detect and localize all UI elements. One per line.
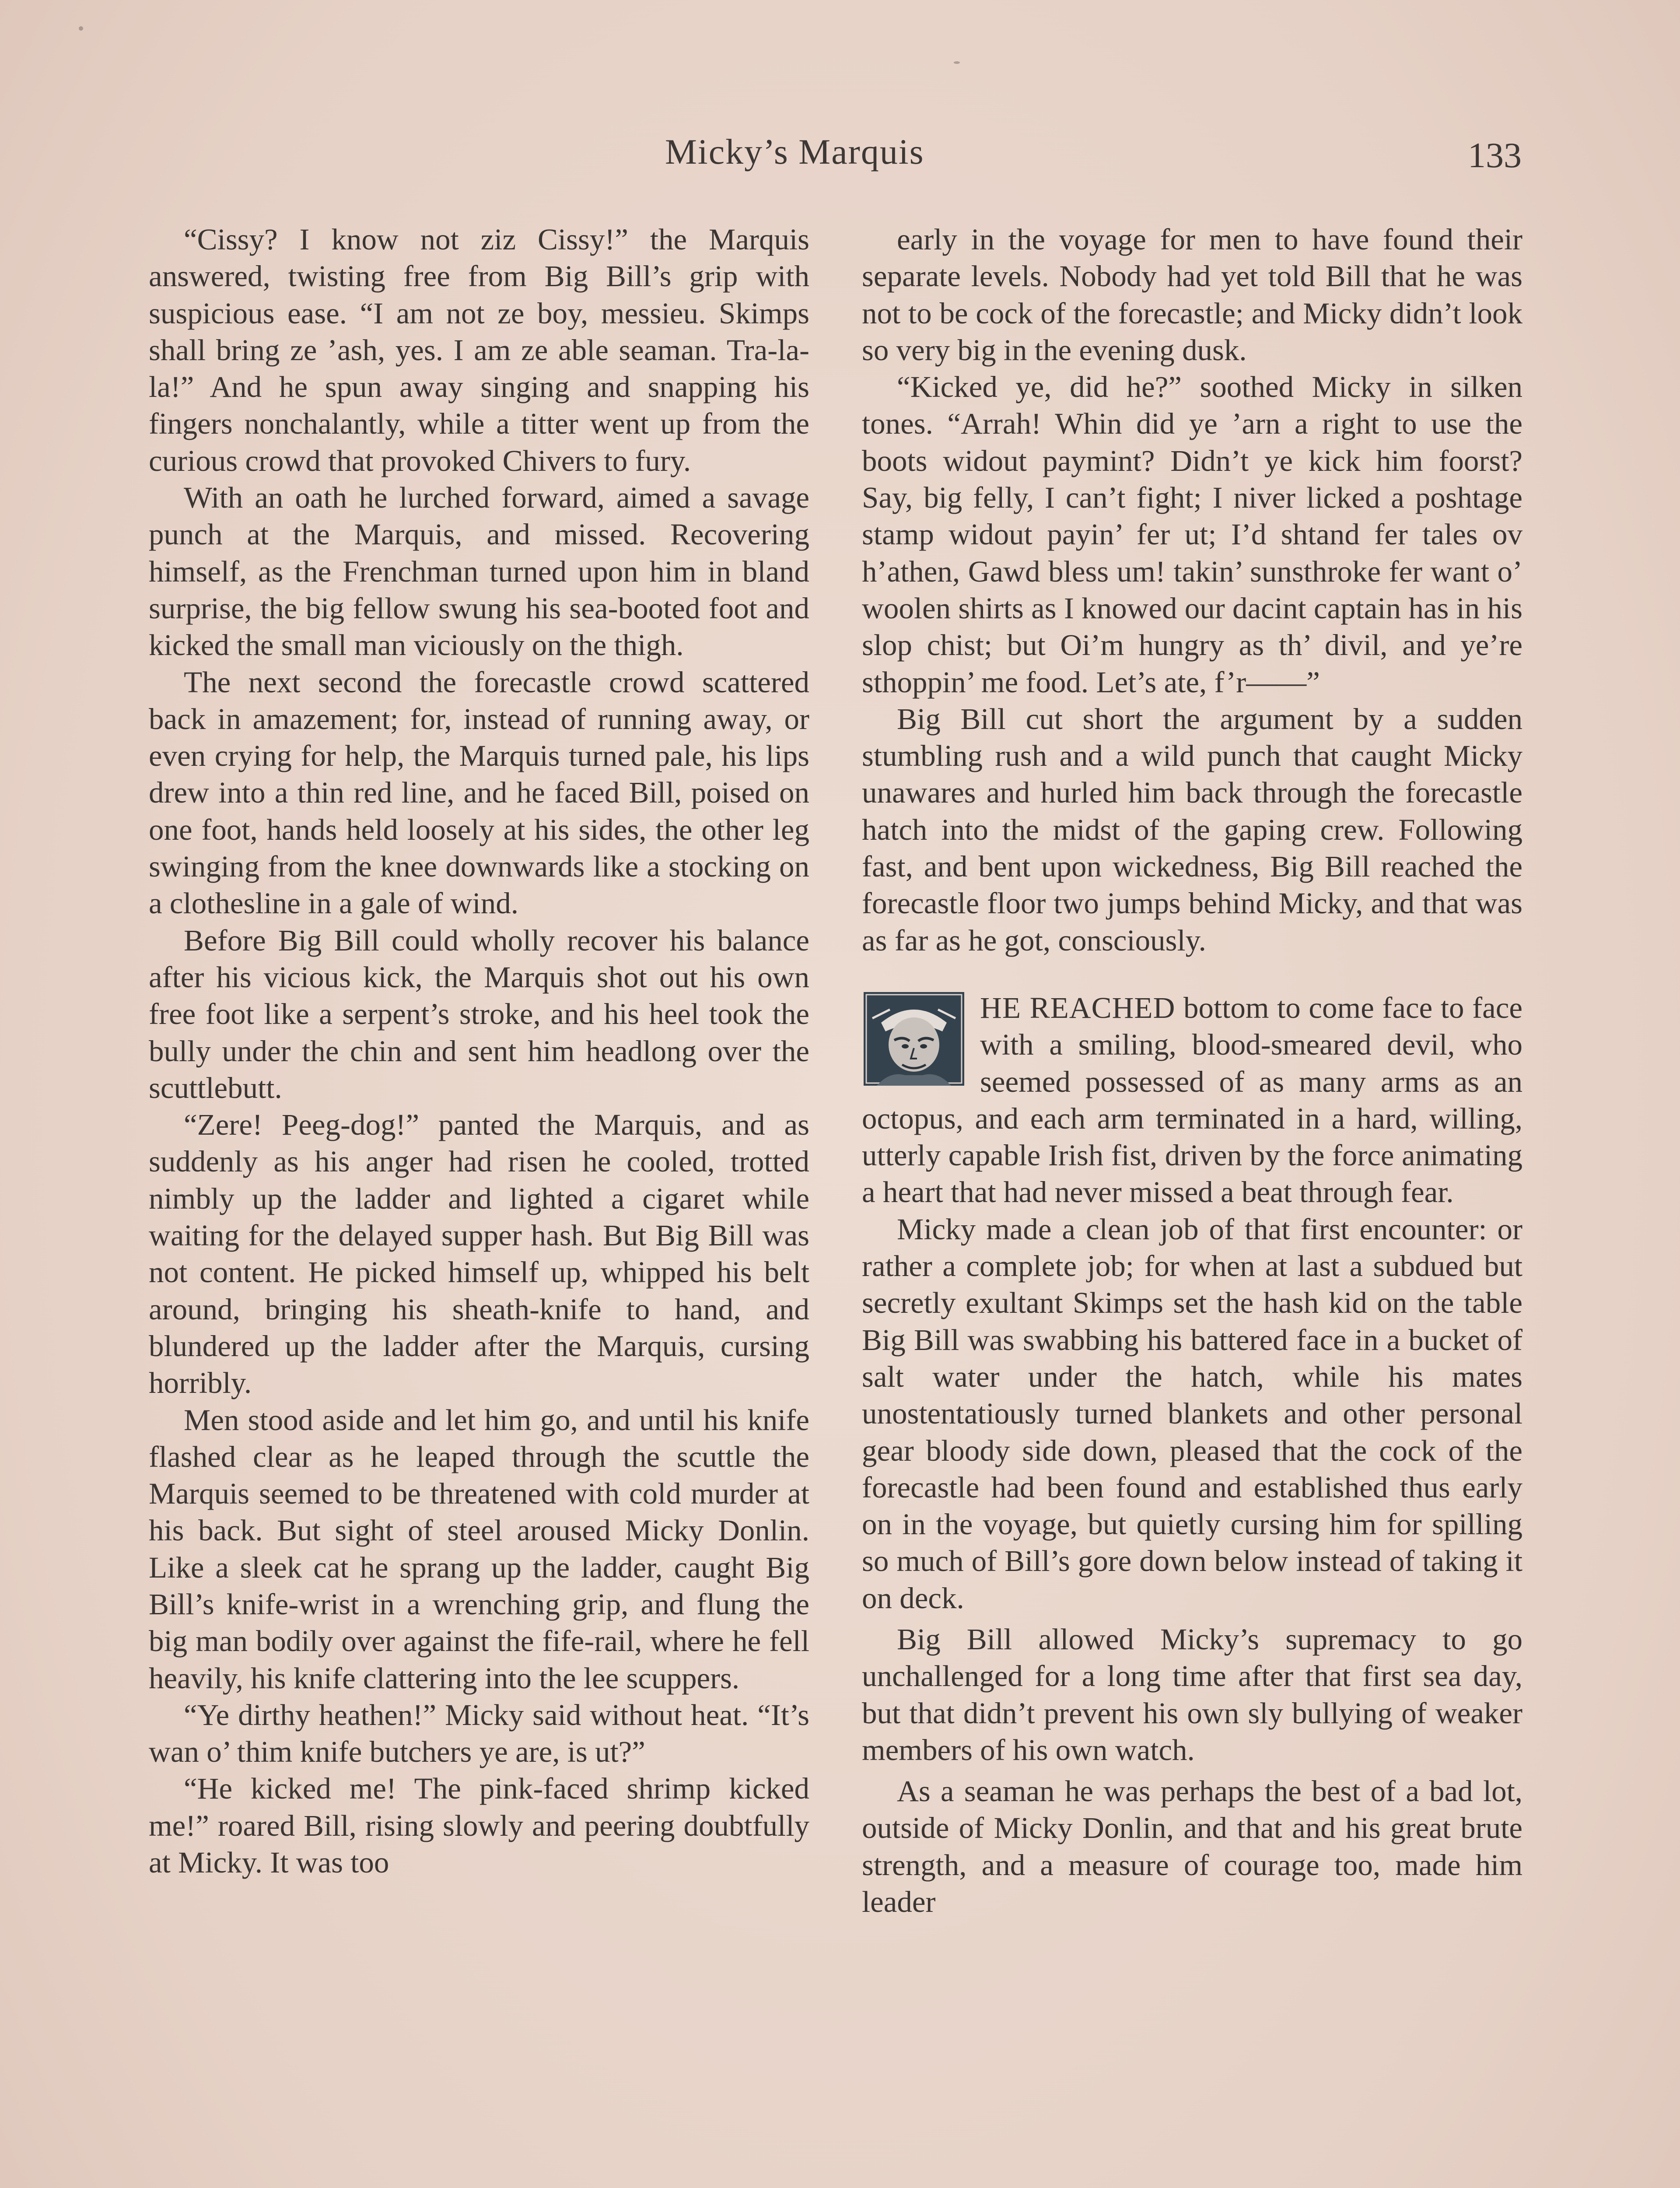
paragraph: “Kicked ye, did he?” soothed Micky in silken tones. “Arrah! Whin did ye ’arn a right to use the boots widout paymint? Didn’t ye kick him foorst? Say, big felly, I can’t fight; I niver licked a poshtage stamp widout payin’ fer ut; I’d shtand fer tales ov h’athen, Gawd bless um! takin’ sunsthroke fer want o’ woolen shirts as I knowed our dacint captain has in his slop chist; but Oi’m hungry as th’ divil, and ye’re sthoppin’ me food. Let’s ate, f’r——” [862, 370, 1523, 699]
paper-speck [954, 61, 960, 64]
paragraph: “He kicked me! The pink-faced shrimp kicked me!” roared Bill, rising slowly and peering doubtfully at Micky. It was too [149, 1772, 809, 1879]
left-column [149, 221, 809, 1881]
right-column [862, 221, 1522, 1920]
page-number: 133 [1468, 135, 1522, 175]
paragraph: “Ye dirthy heathen!” Micky said without heat. “It’s wan o’ thim knife butchers ye are, is ut?” [149, 1698, 809, 1769]
paragraph: “Zere! Peeg-dog!” panted the Marquis, and as suddenly as his anger had risen he cooled, trotted nimbly up the ladder and lighted a cigaret while waiting for the delayed supper hash. But Big Bill was not content. He picked himself up, whipped his belt around, bringing his sheath-knife to hand, and blundered up the ladder after the Marquis, cursing horribly. [149, 1108, 809, 1400]
paper-speck [79, 26, 83, 31]
paragraph: Men stood aside and let him go, and until his knife flashed clear as he leaped through the scuttle the Marquis seemed to be threatened with cold murder at his back. But sight of steel aroused Micky Donlin. Like a sleek cat he sprang up the ladder, caught Big Bill’s knife-wrist in a wrenching grip, and flung the big man bodily over against the fife-rail, where he fell heavily, his knife clattering into the lee scuppers. [149, 1403, 809, 1695]
paragraph: Micky made a clean job of that first encounter: or rather a complete job; for when at last a subdued but secretly exultant Skimps set the hash kid on the table Big Bill was swabbing his battered face in a bucket of salt water under the hatch, while his mates unostentatiously turned blankets and other personal gear bloody side down, pleased that the cock of the forecastle had been found and established thus early on in the voyage, but quietly cursing him for spilling so much of Bill’s gore down below instead of taking it on deck. [862, 1212, 1522, 1615]
paragraph: early in the voyage for men to have found their separate levels. Nobody had yet told Bill that he was not to be cock of the forecastle; and Micky didn’t look so very big in the evening dusk. [862, 223, 1522, 367]
paragraph: Big Bill allowed Micky’s supremacy to go unchallenged for a long time after that first sea day, but that didn’t prevent his own sly bullying of weaker members of his own watch. [862, 1622, 1522, 1767]
dropcap-text: bottom to come face to face with a smiling, blood-smeared devil, who seemed possessed of as many arms as an octopus, and each arm terminated in a hard, willing, utterly capable Irish fist, driven by the force animating a heart that had never missed a beat through fear. [862, 991, 1523, 1209]
running-head [0, 131, 1680, 184]
paragraph: The next second the forecastle crowd scattered back in amazement; for, instead of running away, or even crying for help, the Marquis turned pale, his lips drew into a thin red line, and he faced Bill, poised on one foot, hands held loosely at his sides, the other leg swinging from the knee downwards like a stocking on a clothesline in a gale of wind. [149, 665, 809, 920]
paragraph: With an oath he lurched forward, aimed a savage punch at the Marquis, and missed. Recovering himself, as the Frenchman turned upon him in bland surprise, the big fellow swung his sea-booted foot and kicked the small man viciously on the thigh. [149, 481, 809, 662]
dropcap-lead: HE REACHED [980, 991, 1176, 1024]
sailor-portrait-icon [864, 992, 964, 1086]
paragraph: “Cissy? I know not ziz Cissy!” the Marquis answered, twisting free from Big Bill’s grip with suspicious ease. “I am not ze boy, messieu. Skimps shall bring ze ’ash, yes. I am ze able seaman. Tra-la-la!” And he spun away singing and snapping his fingers nonchalantly, while a titter went up from the curious crowd that provoked Chivers to fury. [149, 223, 809, 477]
dropcap-paragraph [862, 989, 1522, 1211]
paragraph: Before Big Bill could wholly recover his balance after his vicious kick, the Marquis shot out his own free foot like a serpent’s stroke, and his heel took the bully under the chin and sent him headlong over the scuttlebutt. [149, 923, 809, 1105]
paragraph: Big Bill cut short the argument by a sudden stumbling rush and a wild punch that caught Micky unawares and hurled him back through the forecastle hatch into the midst of the gaping crew. Following fast, and bent upon wickedness, Big Bill reached the forecastle floor two jumps behind Micky, and that was as far as he got, consciously. [862, 702, 1522, 957]
paragraph: As a seaman he was perhaps the best of a bad lot, outside of Micky Donlin, and that and his great brute strength, and a measure of courage too, made him leader [862, 1774, 1522, 1919]
running-title: Micky’s Marquis [665, 132, 924, 172]
